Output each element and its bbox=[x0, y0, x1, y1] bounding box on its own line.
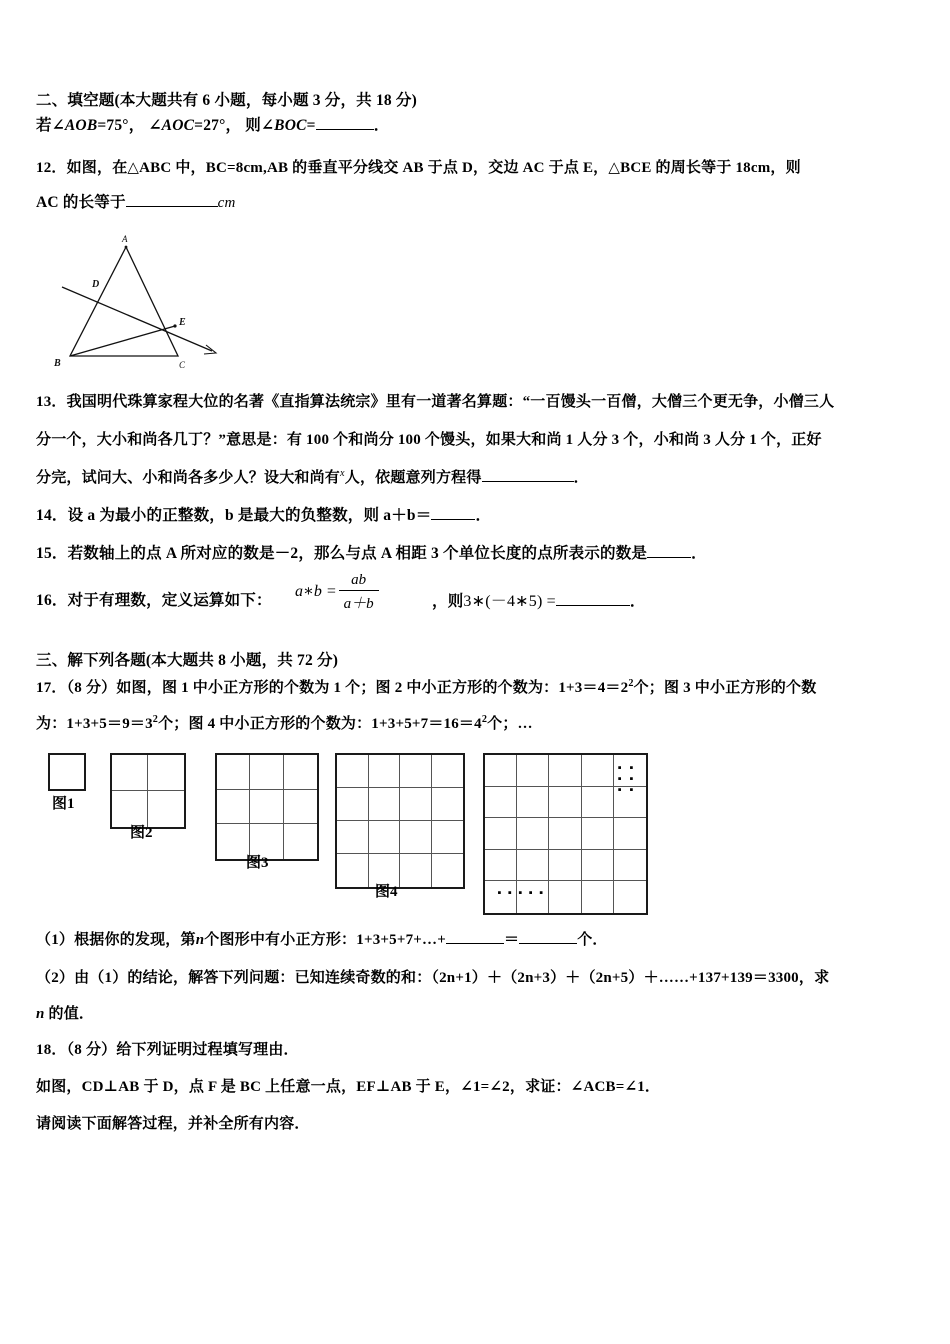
svg-text:E: E bbox=[179, 317, 186, 328]
grid-cell bbox=[112, 755, 148, 791]
q17-s2-tail: 的值． bbox=[44, 1006, 95, 1022]
grid-cell bbox=[400, 821, 432, 854]
grid-cell bbox=[582, 755, 614, 787]
q11-answer-blank[interactable] bbox=[316, 129, 374, 130]
svg-text:C: C bbox=[179, 360, 186, 370]
grid-cell bbox=[614, 755, 646, 796]
grid-cell bbox=[485, 787, 517, 819]
grid-cell bbox=[582, 818, 614, 850]
q11-equals: = bbox=[306, 117, 316, 134]
section-three-heading: 三、解下列各题(本大题共 8 小题，共 72 分) bbox=[36, 652, 339, 669]
grid-cell bbox=[217, 755, 250, 790]
grid-figure-3 bbox=[215, 753, 319, 861]
grid-figure-3-label: 图3 bbox=[246, 855, 269, 871]
grid-cell bbox=[614, 818, 646, 850]
q11-period: ． bbox=[373, 117, 390, 134]
grid-cell bbox=[432, 821, 464, 854]
q16-answer-blank[interactable] bbox=[556, 605, 630, 606]
question-13-line-1: 13．我国明代珠算家程大位的名著《直指算法统宗》里有一道著名算题：“一百馒头一百僧，大僧三个更无争，小僧三人 bbox=[36, 394, 835, 410]
q16-middle: ，则 bbox=[432, 593, 464, 610]
svg-text:B: B bbox=[54, 358, 61, 369]
q16-formula-lhs: a∗b = bbox=[295, 583, 337, 601]
q14-answer-blank[interactable] bbox=[431, 519, 475, 520]
q17-l2-b: 个；图 4 中小正方形的个数为：1+3+5+7＝16＝4 bbox=[158, 716, 482, 732]
q11-angle-boc: BOC bbox=[274, 117, 307, 134]
grid-cell bbox=[485, 755, 517, 787]
question-17-sub-2-line-1: （2）由（1）的结论，解答下列问题：已知连续奇数的和：（2n+1）＋（2n+3）＋（2n+5）＋……+137+139＝3300，求 bbox=[36, 970, 830, 986]
q13-part-a: 分完，试问大、小和尚各多少人？设大和尚有 bbox=[36, 470, 341, 486]
question-17-line-2 bbox=[36, 714, 533, 736]
q17-l2-sup: 2 bbox=[152, 714, 159, 725]
q17-l1-sup: 2 bbox=[628, 678, 634, 689]
q13-period: ． bbox=[573, 470, 589, 486]
question-12-line-1: 12．如图，在△ABC 中，BC=8cm,AB 的垂直平分线交 AB 于点 D，交边 AC 于点 E，△BCE 的周长等于 18cm，则 bbox=[36, 160, 801, 176]
grid-cell bbox=[369, 755, 401, 788]
grid-cell bbox=[284, 790, 317, 825]
grid-cell bbox=[582, 850, 614, 882]
vertical-ellipsis-dots: ▪ ▪ ▪ ▪ ▪ bbox=[493, 887, 548, 902]
question-18-line-2: 如图，CD⊥AB 于 D，点 F 是 BC 上任意一点，EF⊥AB 于 E，∠1=∠2，求证：∠ACB=∠1． bbox=[36, 1079, 661, 1095]
grid-cell bbox=[517, 818, 549, 850]
q11-part1: 若∠ bbox=[36, 117, 65, 134]
grid-figure-1 bbox=[48, 753, 86, 791]
grid-figure-1-label: 图1 bbox=[52, 796, 75, 812]
q17-s1-eq: ＝ bbox=[504, 932, 520, 948]
grid-cell bbox=[582, 787, 614, 819]
question-17-sub-1 bbox=[36, 930, 608, 952]
grid-figure-5 bbox=[483, 753, 648, 915]
q15-text: 15．若数轴上的点 A 所对应的数是－2，那么与点 A 相距 3 个单位长度的点所表示的数是 bbox=[36, 545, 648, 562]
grid-cell bbox=[337, 854, 369, 887]
q11-part2: =75°， ∠ bbox=[97, 117, 162, 134]
grid-cell bbox=[250, 755, 283, 790]
grid-cell bbox=[549, 755, 581, 787]
question-11 bbox=[36, 115, 389, 137]
q17-l2-c: 个；… bbox=[487, 716, 533, 732]
svg-text:A: A bbox=[122, 234, 128, 244]
question-14 bbox=[36, 505, 491, 527]
q17-s1-n: n bbox=[195, 932, 205, 948]
q17-s1-blank-1[interactable] bbox=[446, 943, 504, 944]
grid-cell bbox=[614, 881, 646, 913]
q14-text: 14．设 a 为最小的正整数，b 是最大的负整数，则 a＋b＝ bbox=[36, 507, 432, 524]
q17-l1-b: 个；图 3 中小正方形的个数 bbox=[633, 680, 817, 696]
section-two-heading: 二、填空题(本大题共有 6 小题，每小题 3 分，共 18 分) bbox=[36, 92, 417, 109]
grid-cell bbox=[400, 854, 432, 887]
q15-answer-blank[interactable] bbox=[647, 557, 691, 558]
q17-s1-blank-2[interactable] bbox=[519, 943, 577, 944]
grid-cell bbox=[614, 850, 646, 882]
grid-cell bbox=[485, 881, 548, 913]
question-17-line-1 bbox=[36, 678, 816, 700]
grid-cell bbox=[549, 787, 581, 819]
grid-cell bbox=[284, 755, 317, 790]
question-13-line-3 bbox=[36, 468, 589, 490]
grid-cell bbox=[432, 755, 464, 788]
question-12-line-2 bbox=[36, 192, 236, 215]
q17-s2-n: n bbox=[36, 1006, 45, 1022]
q11-angle-aob: AOB bbox=[64, 117, 98, 134]
q12-ac-prefix: AC 的长等于 bbox=[36, 194, 126, 211]
grid-figure-2 bbox=[110, 753, 186, 829]
horizontal-ellipsis-dots: ▪ ▪ ▪ ▪ ▪ ▪ bbox=[617, 762, 636, 796]
q16-fraction-numerator: ab bbox=[339, 572, 379, 591]
grid-cell bbox=[217, 790, 250, 825]
grid-cell bbox=[549, 818, 581, 850]
question-13-line-2: 分一个，大小和尚各几丁？”意思是：有 100 个和尚分 100 个馒头，如果大和尚 1 人分 3 个，小和尚 3 人分 1 个，正好 bbox=[36, 432, 822, 448]
q12-answer-blank[interactable] bbox=[126, 206, 218, 207]
q11-angle-aoc: AOC bbox=[161, 117, 195, 134]
q13-part-b: 人，依题意列方程得 bbox=[344, 470, 482, 486]
grid-cell bbox=[614, 787, 646, 819]
question-16-tail bbox=[432, 590, 646, 613]
grid-cell bbox=[369, 788, 401, 821]
grid-cell bbox=[517, 850, 549, 882]
grid-cell bbox=[549, 850, 581, 882]
grid-figure-4 bbox=[335, 753, 465, 889]
grid-cell bbox=[400, 788, 432, 821]
q16-expression: 3∗(－4∗5) = bbox=[463, 593, 556, 610]
q17-l1-a: 17．（8 分）如图，图 1 中小正方形的个数为 1 个；图 2 中小正方形的个数为：1+3＝4＝2 bbox=[36, 680, 629, 696]
question-15 bbox=[36, 543, 707, 565]
question-18-line-1: 18．（8 分）给下列证明过程填写理由． bbox=[36, 1042, 299, 1058]
grid-cell bbox=[337, 755, 369, 788]
grid-cell bbox=[337, 821, 369, 854]
q17-s1-a: （1）根据你的发现，第 bbox=[36, 932, 196, 948]
q15-period: ． bbox=[691, 545, 707, 562]
q14-period: ． bbox=[475, 507, 492, 524]
grid-cell bbox=[148, 755, 184, 791]
q16-period: ． bbox=[629, 593, 646, 610]
grid-cell bbox=[485, 850, 517, 882]
question-16-formula bbox=[295, 572, 381, 613]
grid-cell bbox=[400, 755, 432, 788]
q16-fraction-denominator: a＋b bbox=[343, 596, 374, 612]
q17-s1-c: 个． bbox=[577, 932, 608, 948]
grid-cell bbox=[369, 821, 401, 854]
grid-cell bbox=[284, 824, 317, 859]
svg-text:D: D bbox=[92, 279, 100, 290]
grid-cell bbox=[432, 854, 464, 887]
q11-part3: =27°， 则∠ bbox=[194, 117, 275, 134]
grid-cell bbox=[582, 881, 614, 913]
grid-cell bbox=[148, 791, 184, 827]
q16-fraction bbox=[339, 572, 379, 613]
grid-cell bbox=[337, 788, 369, 821]
grid-cell bbox=[549, 881, 581, 913]
grid-figure-2-label: 图2 bbox=[130, 825, 153, 841]
question-18-line-3: 请阅读下面解答过程，并补全所有内容． bbox=[36, 1116, 310, 1132]
grid-cell bbox=[517, 787, 549, 819]
grid-cell bbox=[517, 755, 549, 787]
triangle-figure-q12 bbox=[40, 225, 280, 377]
q17-l2-sup2: 2 bbox=[481, 714, 488, 725]
q12-unit-cm: cm bbox=[217, 195, 236, 211]
q13-variable-x: x bbox=[340, 468, 345, 479]
grid-figure-4-label: 图4 bbox=[375, 884, 398, 900]
grid-cell bbox=[485, 818, 517, 850]
q13-answer-blank[interactable] bbox=[482, 481, 574, 482]
q17-l2-a: 为：1+3+5＝9＝3 bbox=[36, 716, 153, 732]
grid-cell bbox=[50, 755, 84, 789]
grid-cell bbox=[517, 881, 549, 913]
grid-cell bbox=[250, 790, 283, 825]
q17-s1-b: 个图形中有小正方形：1+3+5+7+…+ bbox=[204, 932, 446, 948]
question-17-sub-2-line-2 bbox=[36, 1004, 94, 1026]
question-16-prefix: 16．对于有理数，定义运算如下： bbox=[36, 592, 272, 609]
grid-cell bbox=[432, 788, 464, 821]
